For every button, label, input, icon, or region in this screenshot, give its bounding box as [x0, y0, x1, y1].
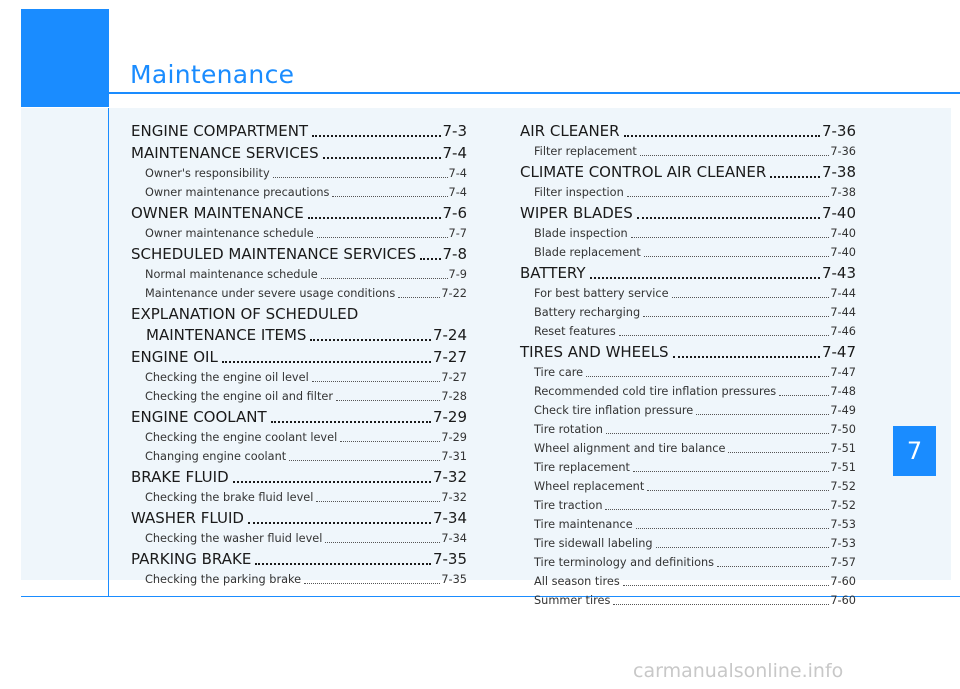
- dot-leader: [627, 196, 830, 197]
- toc-section[interactable]: [131, 347, 467, 368]
- dot-leader: [271, 421, 431, 423]
- dot-leader: [233, 481, 431, 483]
- dot-leader: [633, 471, 829, 472]
- toc-subsection[interactable]: [520, 572, 856, 591]
- toc-section-label: WIPER BLADES: [520, 204, 633, 222]
- toc-section[interactable]: [520, 203, 856, 224]
- toc-section-page: 7-40: [821, 204, 856, 222]
- dot-leader: [673, 356, 820, 358]
- dot-leader: [248, 522, 431, 524]
- toc-subsection-page: 7-51: [830, 461, 856, 474]
- toc-subsection[interactable]: [520, 363, 856, 382]
- toc-section-page: 7-27: [432, 348, 467, 366]
- dot-leader: [672, 297, 830, 298]
- toc-section-label: CLIMATE CONTROL AIR CLEANER: [520, 163, 767, 181]
- dot-leader: [590, 277, 820, 279]
- toc-subsection-page: 7-34: [441, 532, 467, 545]
- toc-subsection-label: Checking the parking brake: [145, 573, 302, 586]
- toc-subsection[interactable]: [520, 553, 856, 572]
- toc-subsection-label: Maintenance under severe usage conditions: [145, 287, 396, 300]
- toc-subsection-label: Tire traction: [534, 499, 603, 512]
- toc-subsection[interactable]: [131, 428, 467, 447]
- toc-subsection-page: 7-22: [441, 287, 467, 300]
- dot-leader: [770, 176, 820, 178]
- toc-subsection-page: 7-47: [830, 366, 856, 379]
- toc-subsection-page: 7-36: [830, 145, 856, 158]
- toc-section[interactable]: [520, 162, 856, 183]
- toc-subsection[interactable]: [520, 420, 856, 439]
- toc-subsection-label: Owner maintenance precautions: [145, 186, 330, 199]
- toc-subsection-page: 7-40: [830, 246, 856, 259]
- dot-leader: [308, 217, 441, 219]
- dot-leader: [779, 395, 829, 396]
- toc-section-label: AIR CLEANER: [520, 122, 620, 140]
- toc-subsection[interactable]: [520, 477, 856, 496]
- toc-section-page: 7-35: [432, 550, 467, 568]
- toc-section-label: ENGINE COOLANT: [131, 408, 267, 426]
- toc-subsection-label: Tire sidewall labeling: [534, 537, 653, 550]
- toc-section[interactable]: [131, 467, 467, 488]
- toc-section[interactable]: [131, 121, 467, 142]
- dot-leader: [325, 542, 440, 543]
- dot-leader: [323, 157, 441, 159]
- toc-subsection-label: Tire rotation: [534, 423, 603, 436]
- toc-subsection[interactable]: [520, 322, 856, 341]
- toc-subsection[interactable]: [520, 439, 856, 458]
- toc-subsection-label: Tire terminology and definitions: [534, 556, 715, 569]
- dot-leader: [640, 155, 830, 156]
- toc-subsection[interactable]: [131, 284, 467, 303]
- toc-subsection-page: 7-49: [830, 404, 856, 417]
- toc-subsection[interactable]: [520, 515, 856, 534]
- toc-section-label: BRAKE FLUID: [131, 468, 229, 486]
- toc-subsection-page: 7-44: [830, 287, 856, 300]
- dot-leader: [605, 509, 829, 510]
- toc-section-page: 7-38: [821, 163, 856, 181]
- toc-subsection[interactable]: [520, 243, 856, 262]
- toc-subsection-page: 7-46: [830, 325, 856, 338]
- toc-subsection-label: Changing engine coolant: [145, 450, 287, 463]
- toc-subsection-label: Checking the engine coolant level: [145, 431, 338, 444]
- toc-section[interactable]: [131, 244, 467, 265]
- dot-leader: [222, 361, 431, 363]
- toc-subsection-label: For best battery service: [534, 287, 669, 300]
- dot-leader: [273, 177, 448, 178]
- dot-leader: [317, 237, 448, 238]
- toc-section-label: MAINTENANCE ITEMS: [146, 326, 307, 344]
- toc-section-page: 7-29: [432, 408, 467, 426]
- toc-subsection-page: 7-44: [830, 306, 856, 319]
- toc-subsection[interactable]: [131, 265, 467, 284]
- toc-subsection-label: Filter inspection: [534, 186, 624, 199]
- dot-leader: [636, 528, 830, 529]
- dot-leader: [624, 135, 820, 137]
- dot-leader: [420, 258, 440, 260]
- toc-subsection-page: 7-48: [830, 385, 856, 398]
- toc-section-page: 7-8: [442, 245, 467, 263]
- toc-subsection-label: Recommended cold tire inflation pressures: [534, 385, 777, 398]
- dot-leader: [637, 217, 820, 219]
- toc-subsection-page: 7-51: [830, 442, 856, 455]
- toc-subsection[interactable]: [520, 284, 856, 303]
- dot-leader: [586, 376, 829, 377]
- toc-section-label: ENGINE OIL: [131, 348, 218, 366]
- toc-section-label: EXPLANATION OF SCHEDULED: [131, 305, 359, 323]
- toc-section-page: 7-32: [432, 468, 467, 486]
- toc-subsection-label: Blade replacement: [534, 246, 641, 259]
- toc-subsection-label: Checking the washer fluid level: [145, 532, 323, 545]
- toc-section[interactable]: [131, 304, 467, 346]
- toc-subsection[interactable]: [520, 382, 856, 401]
- toc-subsection-label: Blade inspection: [534, 227, 628, 240]
- toc-subsection[interactable]: [131, 224, 467, 243]
- dot-leader: [336, 400, 440, 401]
- toc-subsection[interactable]: [520, 303, 856, 322]
- dot-leader: [644, 256, 830, 257]
- toc-subsection[interactable]: [520, 496, 856, 515]
- dot-leader: [623, 585, 830, 586]
- dot-leader: [310, 339, 431, 341]
- toc-column-left: [131, 120, 467, 589]
- toc-subsection-page: 7-60: [830, 575, 856, 588]
- vertical-divider: [108, 108, 109, 597]
- toc-subsection[interactable]: [520, 224, 856, 243]
- toc-subsection[interactable]: [520, 401, 856, 420]
- toc-subsection-page: 7-9: [448, 268, 467, 281]
- toc-section-page: 7-4: [442, 144, 467, 162]
- toc-section[interactable]: [131, 549, 467, 570]
- toc-subsection-page: 7-31: [441, 450, 467, 463]
- dot-leader: [312, 381, 441, 382]
- chapter-tab[interactable]: 7: [893, 426, 936, 476]
- toc-subsection-page: 7-52: [830, 499, 856, 512]
- watermark: carmanualsonline.info: [633, 660, 844, 682]
- toc-subsection[interactable]: [520, 458, 856, 477]
- dot-leader: [398, 297, 440, 298]
- toc-subsection-label: Wheel alignment and tire balance: [534, 442, 726, 455]
- toc-subsection-label: Tire replacement: [534, 461, 630, 474]
- toc-column-right: [520, 120, 856, 610]
- toc-section-label: TIRES AND WHEELS: [520, 343, 669, 361]
- toc-subsection[interactable]: [520, 183, 856, 202]
- toc-subsection[interactable]: [131, 368, 467, 387]
- toc-subsection[interactable]: [131, 529, 467, 548]
- dot-leader: [321, 278, 448, 279]
- toc-subsection-page: 7-53: [830, 537, 856, 550]
- toc-section-line2: [131, 325, 467, 346]
- toc-subsection-label: Tire maintenance: [534, 518, 633, 531]
- toc-subsection-label: Filter replacement: [534, 145, 637, 158]
- toc-subsection-label: Summer tires: [534, 594, 611, 607]
- dot-leader: [332, 196, 447, 197]
- toc-subsection-label: Checking the engine oil level: [145, 371, 309, 384]
- toc-subsection-label: Owner maintenance schedule: [145, 227, 314, 240]
- dot-leader: [255, 563, 431, 565]
- toc-subsection-label: Checking the brake fluid level: [145, 491, 314, 504]
- dot-leader: [696, 414, 829, 415]
- toc-subsection-page: 7-28: [441, 390, 467, 403]
- dot-leader: [656, 547, 830, 548]
- toc-section-label: WASHER FLUID: [131, 509, 244, 527]
- dot-leader: [312, 135, 440, 137]
- dot-leader: [316, 501, 440, 502]
- toc-section[interactable]: [131, 143, 467, 164]
- toc-subsection-label: Normal maintenance schedule: [145, 268, 318, 281]
- toc-subsection-label: Check tire inflation pressure: [534, 404, 694, 417]
- toc-section[interactable]: [131, 407, 467, 428]
- dot-leader: [728, 452, 829, 453]
- toc-subsection-page: 7-4: [448, 186, 467, 199]
- dot-leader: [647, 490, 829, 491]
- toc-subsection[interactable]: [131, 183, 467, 202]
- toc-section[interactable]: [131, 203, 467, 224]
- dot-leader: [606, 433, 829, 434]
- dot-leader: [289, 460, 440, 461]
- toc-section-page: 7-43: [821, 264, 856, 282]
- toc-subsection-label: Battery recharging: [534, 306, 641, 319]
- toc-section-label: BATTERY: [520, 264, 586, 282]
- toc-section-label: MAINTENANCE SERVICES: [131, 144, 319, 162]
- toc-section-page: 7-6: [442, 204, 467, 222]
- title-rule: [21, 92, 960, 94]
- toc-subsection[interactable]: [520, 534, 856, 553]
- toc-subsection-page: 7-60: [830, 594, 856, 607]
- toc-subsection[interactable]: [131, 164, 467, 183]
- toc-subsection-page: 7-40: [830, 227, 856, 240]
- toc-subsection[interactable]: [520, 142, 856, 161]
- toc-subsection-page: 7-4: [448, 167, 467, 180]
- toc-section-page: 7-36: [821, 122, 856, 140]
- toc-subsection-page: 7-35: [441, 573, 467, 586]
- dot-leader: [340, 441, 440, 442]
- toc-section-page: 7-34: [432, 509, 467, 527]
- toc-subsection-page: 7-50: [830, 423, 856, 436]
- dot-leader: [631, 237, 830, 238]
- toc-subsection-label: Checking the engine oil and filter: [145, 390, 333, 403]
- toc-subsection-label: Wheel replacement: [534, 480, 645, 493]
- toc-subsection-page: 7-7: [448, 227, 467, 240]
- toc-subsection[interactable]: [520, 591, 856, 610]
- toc-section-page: 7-3: [442, 122, 467, 140]
- toc-section[interactable]: [131, 508, 467, 529]
- dot-leader: [643, 316, 829, 317]
- toc-section-page: 7-24: [432, 326, 467, 344]
- toc-section[interactable]: [520, 263, 856, 284]
- toc-subsection-label: Reset features: [534, 325, 616, 338]
- toc-subsection-page: 7-38: [830, 186, 856, 199]
- toc-subsection-label: All season tires: [534, 575, 620, 588]
- toc-subsection-label: Owner's responsibility: [145, 167, 270, 180]
- toc-section[interactable]: [520, 121, 856, 142]
- toc-subsection-page: 7-27: [441, 371, 467, 384]
- toc-subsection[interactable]: [131, 488, 467, 507]
- toc-section-label: PARKING BRAKE: [131, 550, 252, 568]
- dot-leader: [304, 583, 440, 584]
- toc-section-label: OWNER MAINTENANCE: [131, 204, 304, 222]
- toc-subsection-page: 7-52: [830, 480, 856, 493]
- toc-subsection[interactable]: [131, 387, 467, 406]
- toc-section-page: 7-47: [821, 343, 856, 361]
- toc-subsection[interactable]: [131, 447, 467, 466]
- toc-subsection-page: 7-29: [441, 431, 467, 444]
- toc-section-label: SCHEDULED MAINTENANCE SERVICES: [131, 245, 417, 263]
- toc-section[interactable]: [520, 342, 856, 363]
- toc-subsection-page: 7-53: [830, 518, 856, 531]
- toc-section-label: ENGINE COMPARTMENT: [131, 122, 309, 140]
- toc-subsection[interactable]: [131, 570, 467, 589]
- page-title: Maintenance: [130, 60, 295, 89]
- dot-leader: [717, 566, 829, 567]
- dot-leader: [613, 604, 829, 605]
- toc-subsection-label: Tire care: [534, 366, 584, 379]
- toc-subsection-page: 7-57: [830, 556, 856, 569]
- dot-leader: [619, 335, 830, 336]
- toc-subsection-page: 7-32: [441, 491, 467, 504]
